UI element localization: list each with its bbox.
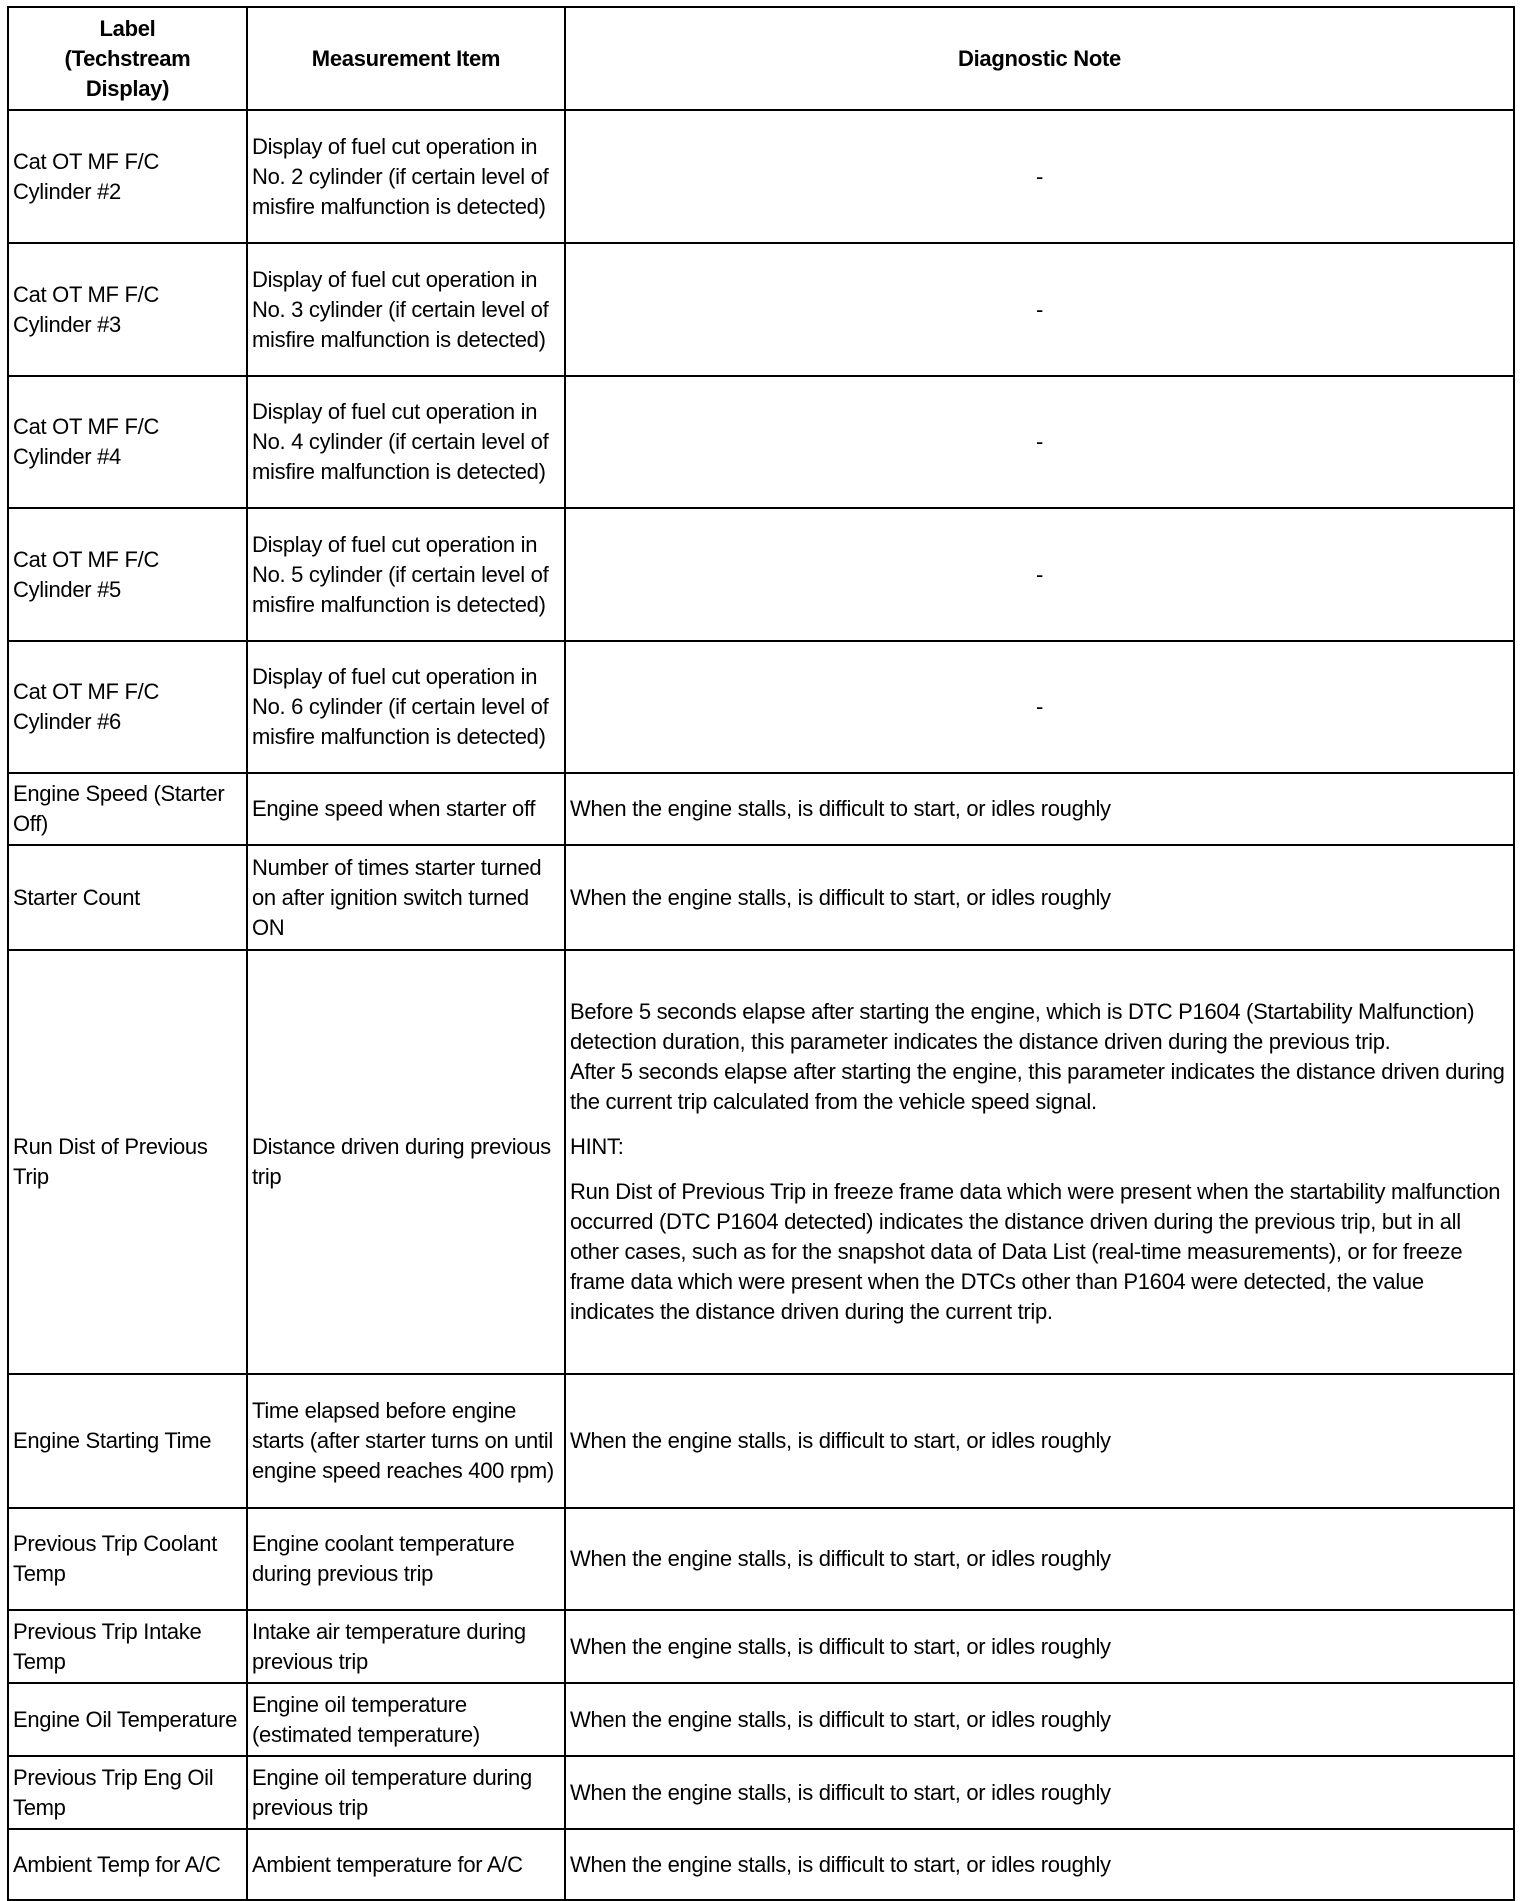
table-row (8, 1610, 1514, 1683)
table-row (8, 1756, 1514, 1829)
paragraph-spacer (570, 1162, 1509, 1177)
row-measurement: Engine speed when starter off (247, 773, 565, 845)
table-row (8, 1374, 1514, 1508)
header-note: Diagnostic Note (565, 7, 1514, 110)
row-diagnostic-note: When the engine stalls, is difficult to start, or idles roughly (565, 773, 1514, 845)
row-label: Cat OT MF F/C Cylinder #2 (8, 110, 247, 243)
table-row (8, 110, 1514, 243)
row-label: Engine Starting Time (8, 1374, 247, 1508)
note-paragraph: After 5 seconds elapse after starting the engine, this parameter indicates the distance driven during the current trip calculated from the vehicle speed signal. (570, 1059, 1505, 1114)
row-label: Engine Speed (Starter Off) (8, 773, 247, 845)
row-label: Previous Trip Intake Temp (8, 1610, 247, 1683)
row-measurement: Display of fuel cut operation in No. 5 cylinder (if certain level of misfire malfunction is detected) (247, 508, 565, 641)
row-diagnostic-note: When the engine stalls, is difficult to start, or idles roughly (565, 845, 1514, 950)
row-diagnostic-note: When the engine stalls, is difficult to start, or idles roughly (565, 1683, 1514, 1756)
row-label: Cat OT MF F/C Cylinder #3 (8, 243, 247, 376)
row-diagnostic-note: - (565, 508, 1514, 641)
row-measurement: Display of fuel cut operation in No. 2 cylinder (if certain level of misfire malfunction is detected) (247, 110, 565, 243)
row-label: Cat OT MF F/C Cylinder #4 (8, 376, 247, 508)
row-diagnostic-note: When the engine stalls, is difficult to start, or idles roughly (565, 1829, 1514, 1900)
note-paragraph: Before 5 seconds elapse after starting the engine, which is DTC P1604 (Startability Malfunction) detection duration, this parameter indicates the distance driven during the previous trip. (570, 999, 1475, 1054)
row-measurement: Time elapsed before engine starts (after starter turns on until engine speed reaches 400 rpm) (247, 1374, 565, 1508)
row-measurement: Distance driven during previous trip (247, 950, 565, 1374)
row-label: Cat OT MF F/C Cylinder #6 (8, 641, 247, 773)
table-row (8, 376, 1514, 508)
table-row (8, 1508, 1514, 1610)
table-row (8, 508, 1514, 641)
table-row (8, 1683, 1514, 1756)
row-label: Engine Oil Temperature (8, 1683, 247, 1756)
header-label: Label (Techstream Display) (8, 7, 247, 110)
table-row (8, 243, 1514, 376)
table-row (8, 950, 1514, 1374)
table-row (8, 845, 1514, 950)
row-diagnostic-note: When the engine stalls, is difficult to start, or idles roughly (565, 1374, 1514, 1508)
row-diagnostic-note (565, 950, 1514, 1374)
row-diagnostic-note: When the engine stalls, is difficult to start, or idles roughly (565, 1508, 1514, 1610)
row-label: Run Dist of Previous Trip (8, 950, 247, 1374)
note-paragraph: Run Dist of Previous Trip in freeze frame data which were present when the startability malfunction occurred (DTC P1604 detected) indicates the distance driven during the previous trip, but in all other cases, such as for the snapshot data of Data List (real-time measurements), or for freeze frame data which were present when the DTCs other than P1604 were detected, the value indicates the distance driven during the current trip. (570, 1179, 1501, 1324)
row-measurement: Number of times starter turned on after ignition switch turned ON (247, 845, 565, 950)
row-label: Previous Trip Eng Oil Temp (8, 1756, 247, 1829)
row-measurement: Engine oil temperature during previous trip (247, 1756, 565, 1829)
row-label: Starter Count (8, 845, 247, 950)
row-measurement: Intake air temperature during previous trip (247, 1610, 565, 1683)
row-measurement: Display of fuel cut operation in No. 6 cylinder (if certain level of misfire malfunction is detected) (247, 641, 565, 773)
row-diagnostic-note: When the engine stalls, is difficult to start, or idles roughly (565, 1756, 1514, 1829)
row-label: Previous Trip Coolant Temp (8, 1508, 247, 1610)
row-diagnostic-note: When the engine stalls, is difficult to start, or idles roughly (565, 1610, 1514, 1683)
row-measurement: Display of fuel cut operation in No. 4 cylinder (if certain level of misfire malfunction is detected) (247, 376, 565, 508)
row-diagnostic-note: - (565, 110, 1514, 243)
row-label: Cat OT MF F/C Cylinder #5 (8, 508, 247, 641)
row-measurement: Engine coolant temperature during previous trip (247, 1508, 565, 1610)
paragraph-spacer (570, 1117, 1509, 1132)
row-diagnostic-note: - (565, 376, 1514, 508)
table-row (8, 641, 1514, 773)
table-row (8, 773, 1514, 845)
row-diagnostic-note: - (565, 641, 1514, 773)
row-measurement: Ambient temperature for A/C (247, 1829, 565, 1900)
note-paragraph: HINT: (570, 1134, 624, 1159)
header-row (8, 7, 1514, 110)
row-measurement: Engine oil temperature (estimated temperature) (247, 1683, 565, 1756)
row-measurement: Display of fuel cut operation in No. 3 cylinder (if certain level of misfire malfunction is detected) (247, 243, 565, 376)
row-diagnostic-note: - (565, 243, 1514, 376)
data-list-table (7, 6, 1515, 1901)
header-measurement: Measurement Item (247, 7, 565, 110)
row-label: Ambient Temp for A/C (8, 1829, 247, 1900)
table-row (8, 1829, 1514, 1900)
